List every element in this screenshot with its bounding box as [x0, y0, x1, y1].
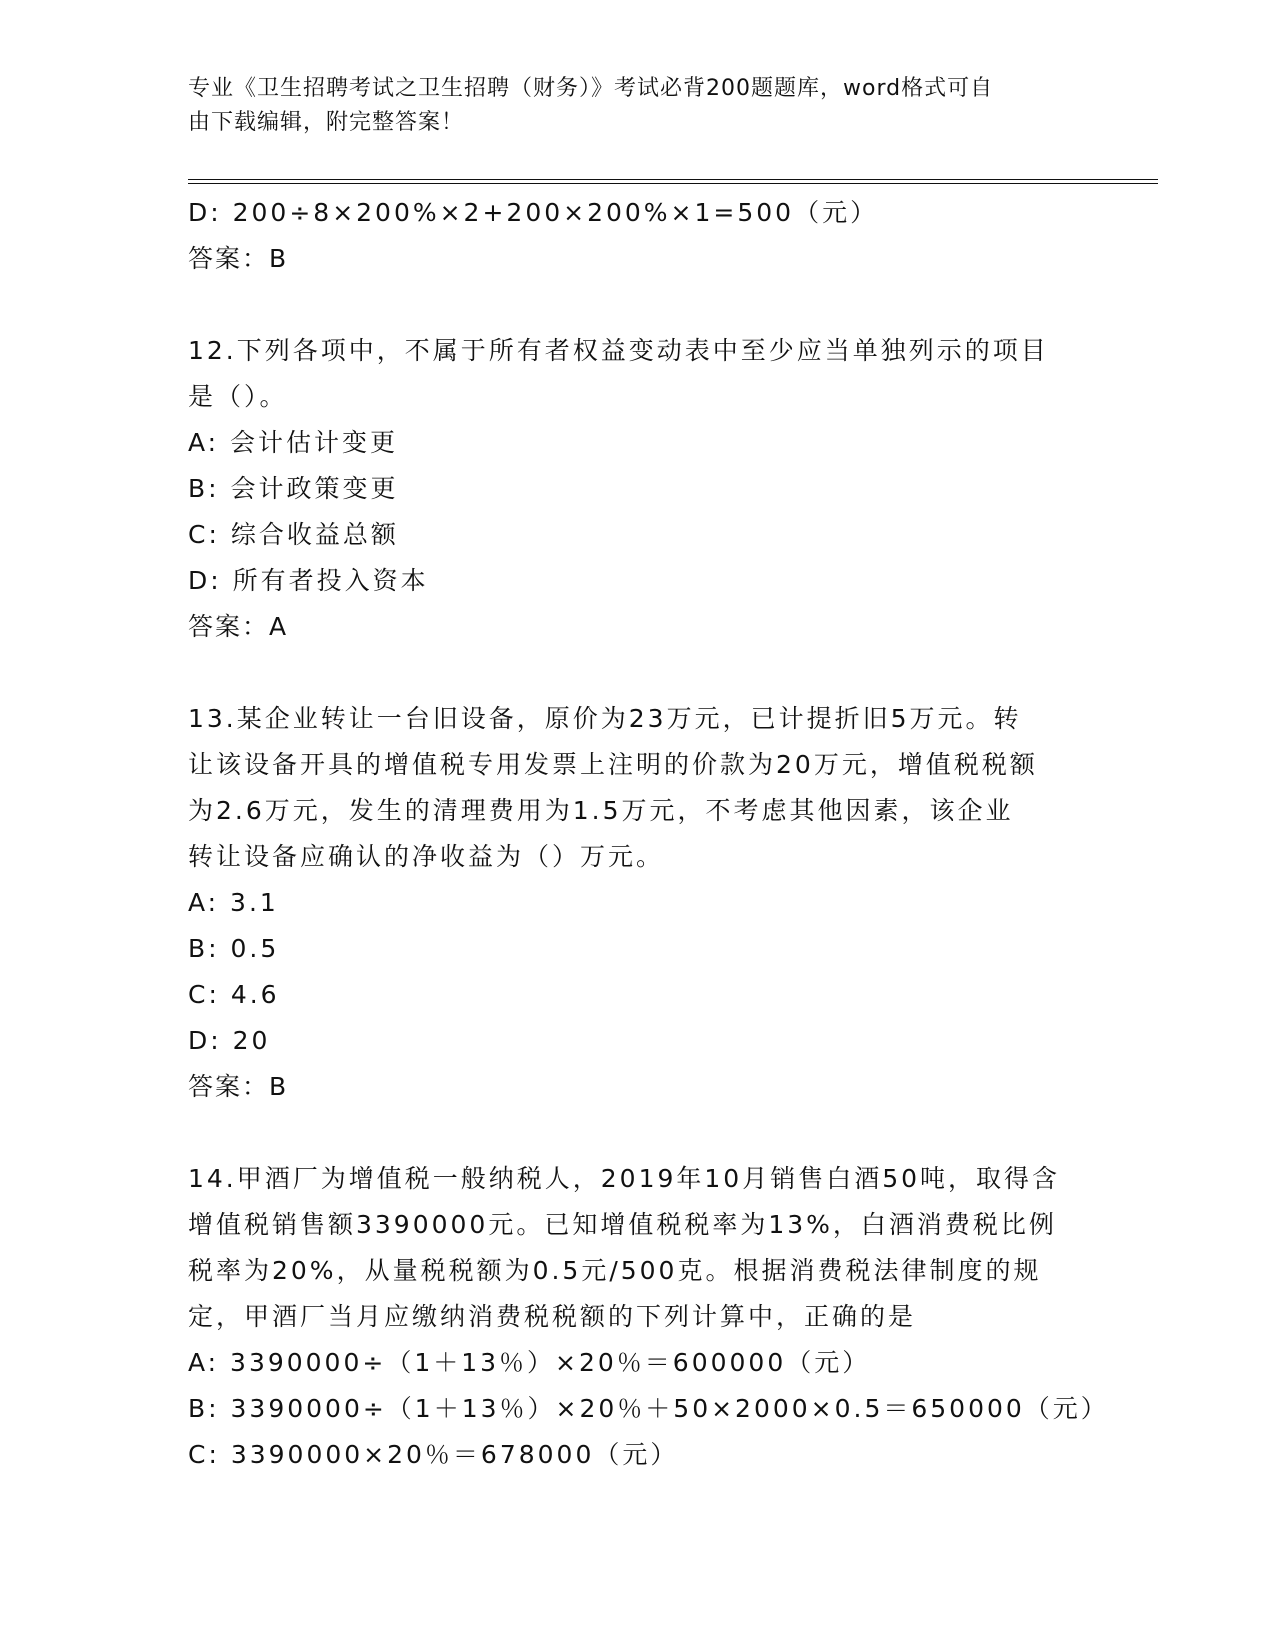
- q13-stem-line-4: 转让设备应确认的净收益为（）万元。: [188, 842, 665, 871]
- spacer: [188, 282, 1088, 328]
- header-line-1: 专业《卫生招聘考试之卫生招聘（财务）》考试必背200题题库，word格式可自: [188, 76, 994, 101]
- page-header: [188, 72, 1088, 140]
- q14-stem-line-1: 14.甲酒厂为增值税一般纳税人，2019年10月销售白酒50吨，取得含: [188, 1164, 1061, 1193]
- q13-answer: 答案：B: [188, 1072, 289, 1101]
- q14-stem-line-2: 增值税销售额3390000元。已知增值税税率为13%，白酒消费税比例: [188, 1210, 1057, 1239]
- q13-stem-line-3: 为2.6万元，发生的清理费用为1.5万元，不考虑其他因素，该企业: [188, 796, 1014, 825]
- q12-stem-line-2: 是（）。: [188, 382, 288, 411]
- q14-stem-line-3: 税率为20%，从量税税额为0.5元/500克。根据消费税法律制度的规: [188, 1256, 1042, 1285]
- q13-option-b: B: 0.5: [188, 934, 280, 963]
- q13-stem-line-1: 13.某企业转让一台旧设备，原价为23万元，已计提折旧5万元。转: [188, 704, 1022, 733]
- header-rule-top: [188, 179, 1158, 180]
- q13-option-a: A: 3.1: [188, 888, 279, 917]
- q12-option-a: A: 会计估计变更: [188, 428, 399, 457]
- q12-answer: 答案：A: [188, 612, 289, 641]
- q12-option-d: D: 所有者投入资本: [188, 566, 429, 595]
- q14-stem-line-4: 定，甲酒厂当月应缴纳消费税税额的下列计算中，正确的是: [188, 1302, 917, 1331]
- q12-option-c: C: 综合收益总额: [188, 520, 399, 549]
- q11-option-d: D: 200÷8×200%×2+200×200%×1=500（元）: [188, 198, 879, 227]
- q11-answer: 答案：B: [188, 244, 289, 273]
- q14-option-c: C: 3390000×20％＝678000（元）: [188, 1440, 679, 1469]
- q14-option-b: B: 3390000÷（1＋13％）×20％＋50×2000×0.5＝650000（元）: [188, 1394, 1109, 1423]
- q14-option-a: A: 3390000÷（1＋13％）×20％＝600000（元）: [188, 1348, 871, 1377]
- header-line-2: 由下载编辑，附完整答案！: [188, 110, 465, 135]
- spacer: [188, 1110, 1088, 1156]
- spacer: [188, 650, 1088, 696]
- header-rule-bottom: [188, 183, 1158, 184]
- document-body: [188, 190, 1109, 1478]
- q13-stem-line-2: 让该设备开具的增值税专用发票上注明的价款为20万元，增值税税额: [188, 750, 1038, 779]
- q12-option-b: B: 会计政策变更: [188, 474, 399, 503]
- q13-option-d: D: 20: [188, 1026, 271, 1055]
- q12-stem-line-1: 12.下列各项中，不属于所有者权益变动表中至少应当单独列示的项目: [188, 336, 1049, 365]
- q13-option-c: C: 4.6: [188, 980, 280, 1009]
